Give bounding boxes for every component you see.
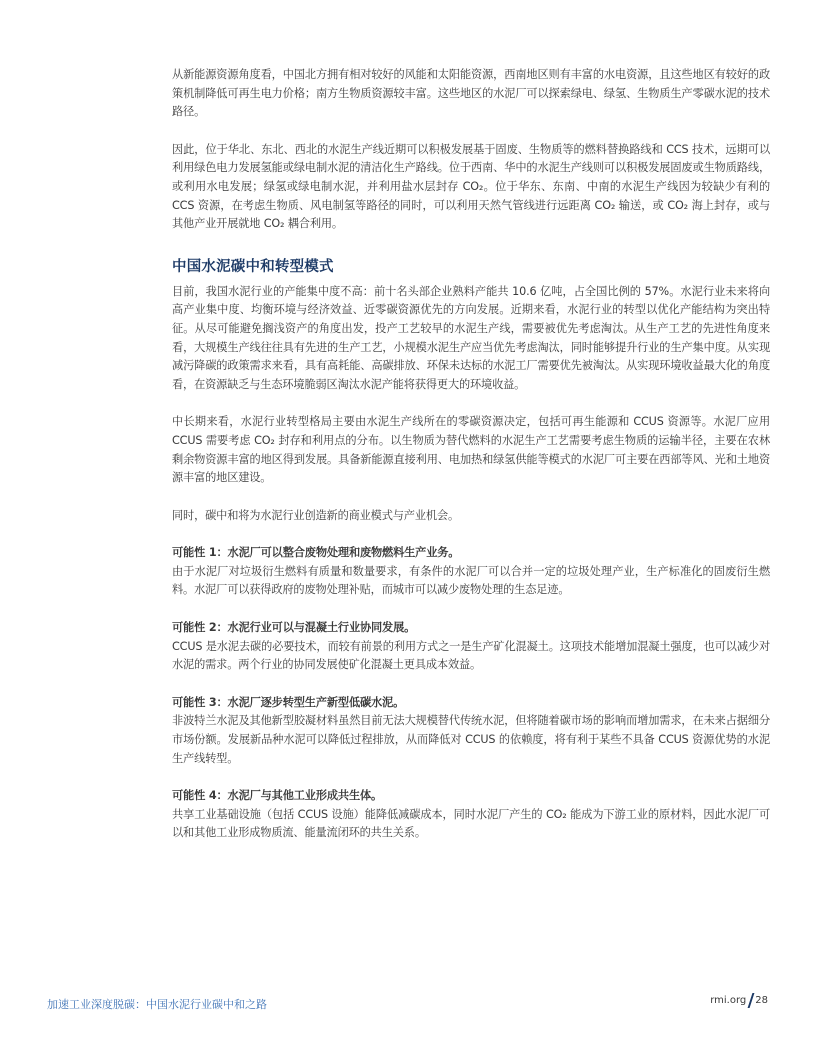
footer-report-title: 加速工业深度脱碳：中国水泥行业碳中和之路: [47, 998, 267, 1011]
slash-divider-icon: [748, 993, 755, 1008]
section-heading: 中国水泥碳中和转型模式: [172, 258, 334, 275]
possibility-body: 共享工业基础设施（包括 CCUS 设施）能降低减碳成本，同时水泥厂产生的 CO₂ 能成为下游工业的原材料，因此水泥厂可以和其他工业形成物质流、能量流闭环的共生关系。: [172, 807, 770, 840]
possibility-body: CCUS 是水泥去碳的必要技术，而较有前景的利用方式之一是生产矿化混凝土。这项技术能增加混凝土强度，也可以减少对水泥的需求。两个行业的协同发展使矿化混凝土更具成本效益。: [172, 639, 770, 672]
footer-site-link[interactable]: rmi.org: [710, 995, 747, 1006]
paragraph-long-term: 中长期来看，水泥行业转型格局主要由水泥生产线所在的零碳资源决定，包括可再生能源和 CCUS 资源等。水泥厂应用 CCUS 需要考虑 CO₂ 封存和利用点的分布。以生物质为替代燃料的水泥生产工艺需要考虑生物质的运输半径，主要在农林剩余物资源丰富的地区得到发展。具备新能源直接利用、电加热和绿氢供能等模式的水泥厂可主要在西部等风、光和土地资源丰富的地区建设。: [172, 415, 770, 485]
possibility-2: [172, 619, 770, 675]
possibility-1: [172, 544, 770, 600]
possibility-title: 可能性 4：水泥厂与其他工业形成共生体。: [172, 789, 383, 803]
possibility-body: 非波特兰水泥及其他新型胶凝材料虽然目前无法大规模替代传统水泥，但将随着碳市场的影响而增加需求，在未来占据细分市场份额。发展新品种水泥可以降低过程排放，从而降低对 CCUS 的依赖度，将有利于某些不具备 CCUS 资源优势的水泥生产线转型。: [172, 714, 770, 765]
possibility-4: [172, 787, 770, 843]
paragraph-industry-concentration: 目前，我国水泥行业的产能集中度不高：前十名头部企业熟料产能共 10.6 亿吨，占全国比例的 57%。水泥行业未来将向高产业集中度、均衡环境与经济效益、近零碳资源优先的方向发展。近期来看，水泥行业的转型以优化产能结构为突出特征。从尽可能避免搁浅资产的角度出发，投产工艺较早的水泥生产线，需要被优先考虑淘汰。从生产工艺的先进性角度来看，大规模生产线往往具有先进的生产工艺，小规模水泥生产应当优先考虑淘汰，同时能够提升行业的生产集中度。从实现减污降碳的政策需求来看，具有高耗能、高碳排放、环保未达标的水泥工厂需要优先被淘汰。从实现环境收益最大化的角度看，在资源缺乏与生态环境脆弱区淘汰水泥产能将获得更大的环境收益。: [172, 284, 770, 391]
paragraph-renewable-resources: 从新能源资源角度看，中国北方拥有相对较好的风能和太阳能资源，西南地区则有丰富的水电资源，且这些地区有较好的政策机制降低可再生电力价格；南方生物质资源较丰富。这些地区的水泥厂可以探索绿电、绿氢、生物质生产零碳水泥的技术路径。: [172, 68, 770, 119]
paragraph-regional-routes: 因此，位于华北、东北、西北的水泥生产线近期可以积极发展基于固废、生物质等的燃料替换路线和 CCS 技术，远期可以利用绿色电力发展氢能或绿电制水泥的清洁化生产路线。位于西南、华中的水泥生产线则可以积极发展固废或生物质路线，或利用水电发展；绿氢或绿电制水泥，并利用盐水层封存 CO₂。位于华东、东南、中南的水泥生产线因为较缺少有利的 CCS 资源，在考虑生物质、风电制氢等路径的同时，可以利用天然气管线进行远距离 CO₂ 输送，或 CO₂ 海上封存，或与其他产业开展就地 CO₂ 耦合利用。: [172, 142, 770, 231]
footer-page-info: [710, 993, 768, 1008]
possibility-title: 可能性 1：水泥厂可以整合废物处理和废物燃料生产业务。: [172, 546, 460, 560]
possibility-title: 可能性 3：水泥厂逐步转型生产新型低碳水泥。: [172, 695, 405, 709]
paragraph-business-models: 同时，碳中和将为水泥行业创造新的商业模式与产业机会。: [172, 508, 459, 522]
possibility-body: 由于水泥厂对垃圾衍生燃料有质量和数量要求，有条件的水泥厂可以合并一定的垃圾处理产业，生产标准化的固废衍生燃料。水泥厂可以获得政府的废物处理补贴，而城市可以减少废物处理的生态足迹。: [172, 564, 770, 597]
possibility-3: [172, 694, 770, 768]
possibility-title: 可能性 2：水泥行业可以与混凝土行业协同发展。: [172, 621, 416, 635]
page-body: [172, 66, 770, 843]
page-number: 28: [755, 995, 768, 1006]
